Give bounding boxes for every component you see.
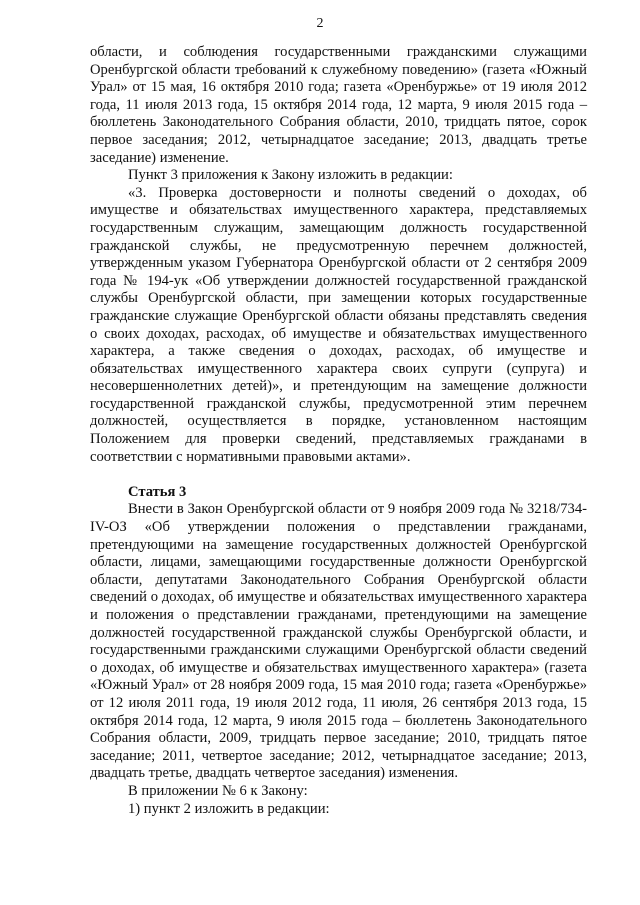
paragraph-amendment-text: «3. Проверка достоверности и полноты сведений о доходах, об имуществе и обязательствах имущественного характера, представляемых государственным служащим, замещающим должность государственной гражданской службы, не предусмотренную перечнем должностей, утвержденным указом Губернатора Оренбургской области от 2 сентября 2009 года № 194-ук «Об утверждении должностей государственной гражданской службы Оренбургской области, при замещении которых государственные гражданские служащие Оренбургской области обязаны представлять сведения о своих доходах, расходах, об имуществе и обязательствах имущественного характера, а также сведения о доходах, расходах, об имуществе и обязательствах имущественного характера своих супруги (супруга) и несовершеннолетних детей)», и претендующим на замещение должности государственной гражданской службы, предусмотренной этим перечнем должностей, осуществляется в порядке, установленном настоящим Положением для проверки сведений, представляемых гражданами в соответствии с нормативными правовыми актами».: [90, 184, 587, 465]
document-body: [90, 44, 587, 818]
paragraph-article-3: Внести в Закон Оренбургской области от 9 ноября 2009 года № 3218/734-IV-ОЗ «Об утверждении положения о представлении гражданами, претендующими на замещение государственных должностей Оренбургской области, лицами, замещающими государственные должности Оренбургской области, депутатами Законодательного Собрания Оренбургской области сведений о доходах, об имуществе и обязательствах имущественного характера и положения о представлении гражданами, претендующими на замещение должностей государственной гражданской службы Оренбургской области, и государственными гражданскими служащими Оренбургской области сведений о доходах, об имуществе и обязательствах имущественного характера» (газета «Южный Урал» от 28 ноября 2009 года, 15 мая 2010 года; газета «Оренбуржье» от 12 июля 2011 года, 19 июля 2012 года, 11 июля, 26 сентября 2013 года, 15 октября 2014 года, 12 марта, 9 июля 2015 года – бюллетень Законодательного Собрания области, 2009, тридцать первое заседание; 2010, тридцать пятое заседание; 2011, четвертое заседание; 2012, четырнадцатое заседание; 2013, двадцать третье, двадцать четвертое заседания) изменения.: [90, 501, 587, 782]
paragraph-amendment-intro: Пункт 3 приложения к Закону изложить в редакции:: [128, 167, 453, 184]
paragraph-point-1: 1) пункт 2 изложить в редакции:: [128, 800, 330, 817]
paragraph-appendix-intro: В приложении № 6 к Закону:: [128, 782, 308, 799]
page-number: 2: [316, 16, 324, 31]
paragraph-continuation: области, и соблюдения государственными гражданскими служащими Оренбургской области требований к служебному поведению» (газета «Южный Урал» от 15 мая, 16 октября 2010 года; газета «Оренбуржье» от 19 июля 2012 года, 11 июля 2013 года, 15 октября 2014 года, 12 марта, 9 июля 2015 года – бюллетень Законодательного Собрания области, 2010, тридцать пятое, сорок первое заседания; 2012, четырнадцатое заседание; 2013, двадцать третье заседание) изменение.: [90, 44, 587, 166]
article-heading: Статья 3: [128, 483, 187, 500]
